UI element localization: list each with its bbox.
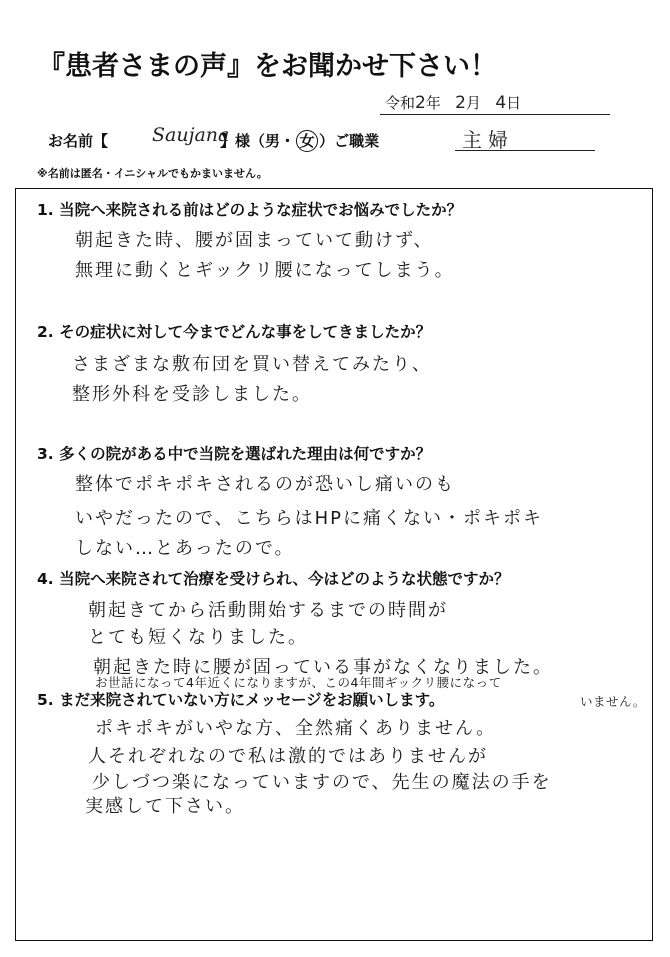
answer-4-extra-end: いません。 xyxy=(580,694,646,709)
answer-1-line-2: 無理に動くとギックリ腰になってしまう。 xyxy=(75,260,455,281)
date-era: 令和 xyxy=(385,94,416,112)
answer-5-line-4: 実感して下さい。 xyxy=(85,796,245,817)
date-month: 2 xyxy=(455,93,466,113)
answer-2-line-1: さまざまな敷布団を買い替えてみたり、 xyxy=(72,354,432,375)
question-2: 2. その症状に対して今までどんな事をしてきましたか？ xyxy=(37,323,432,341)
answer-4-extra: お世話になって4年近くになりますが、この4年間ギックリ腰になって xyxy=(95,675,502,690)
question-5: 5. まだ来院されていない方にメッセージをお願いします。 xyxy=(37,691,445,709)
answer-2-line-2: 整形外科を受診しました。 xyxy=(72,384,312,405)
job-value: 主婦 xyxy=(462,128,514,152)
question-4: 4. 当院へ来院されて治療を受けられ、今はどのような状態ですか？ xyxy=(37,570,510,588)
answer-4-line-3: 朝起きた時に腰が固っている事がなくなりました。 xyxy=(93,657,553,678)
page-title: 『患者さまの声』をお聞かせ下さい！ xyxy=(38,51,497,82)
answer-5-line-2: 人それぞれなので私は激的ではありませんが xyxy=(88,746,488,767)
anonymity-note: ※名前は匿名・イニシャルでもかまいません。 xyxy=(37,167,268,180)
gender-open: （男・ xyxy=(250,132,296,150)
date-year: 2 xyxy=(415,93,426,113)
answer-4-line-2: とても短くなりました。 xyxy=(88,627,308,648)
date-day-unit: 日 xyxy=(506,94,522,112)
job-label: ご職業 xyxy=(334,132,380,150)
answer-5-line-3: 少しづつ楽になっていますので、先生の魔法の手を xyxy=(92,772,552,793)
date-month-unit: 月 xyxy=(466,94,482,112)
name-close: 】様 xyxy=(220,132,251,150)
question-1: 1. 当院へ来院される前はどのような症状でお悩みでしたか？ xyxy=(37,201,463,219)
gender-selected-circle: 女 xyxy=(296,130,318,152)
questionnaire-box xyxy=(15,188,653,941)
answer-3-line-1: 整体でポキポキされるのが恐いし痛いのも xyxy=(75,474,455,495)
date-underline xyxy=(380,114,610,115)
answer-5-line-1: ポキポキがいやな方、全然痛くありません。 xyxy=(95,718,497,739)
answer-3-line-3: しない…とあったので。 xyxy=(75,538,295,559)
name-label: お名前【 xyxy=(48,132,109,150)
answer-1-line-1: 朝起きた時、腰が固まっていて動けず、 xyxy=(75,230,434,251)
name-value: Saujana xyxy=(152,124,230,146)
date xyxy=(385,92,521,113)
date-day: 4 xyxy=(495,93,507,113)
date-year-unit: 年 xyxy=(425,94,441,112)
answer-3-line-2: いやだったので、こちらはHPに痛くない・ポキポキ xyxy=(75,508,544,529)
question-3: 3. 多くの院がある中で当院を選ばれた理由は何ですか？ xyxy=(37,445,432,463)
answer-4-line-1: 朝起きてから活動開始するまでの時間が xyxy=(88,600,448,621)
gender-close: ） xyxy=(319,132,335,150)
